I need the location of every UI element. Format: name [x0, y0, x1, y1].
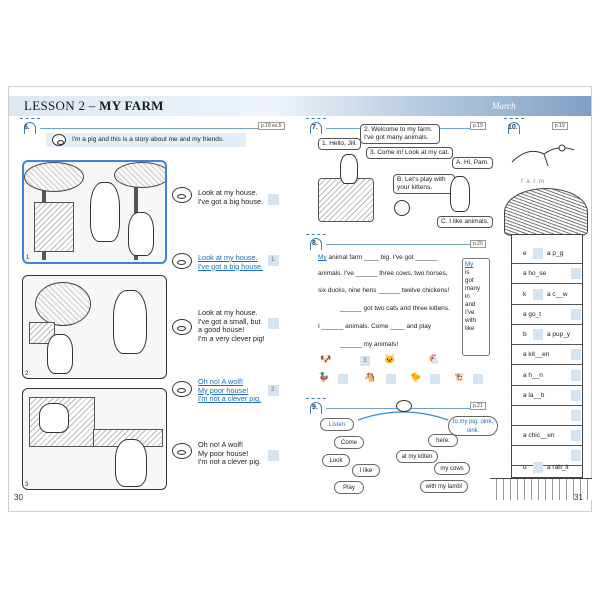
phrase-cloud[interactable]: Come [334, 436, 364, 449]
log-pile [318, 178, 374, 222]
tower-row: a h__n [511, 366, 583, 386]
tower-row [511, 406, 583, 426]
answer-box[interactable] [473, 374, 483, 384]
exercise-10-number: 10. [508, 124, 518, 131]
tower-row: e a p_g [511, 244, 583, 264]
picture-number: 1 [26, 255, 30, 261]
lesson-title: LESSON 2 – MY FARM [24, 98, 164, 113]
picture-number: 2 [25, 371, 29, 377]
speaking-pig-icon [170, 184, 194, 206]
cat-icon: 🐱 [384, 354, 396, 364]
word-bank-card: My is got many in and I've with like [462, 258, 490, 356]
tree-leaves [114, 162, 167, 188]
tree-leaves [24, 162, 84, 192]
phrase-cloud[interactable]: here. [428, 434, 458, 447]
frog-icon [396, 400, 412, 412]
fill-text-line-4: ______ got two cats and three kittens. [340, 305, 450, 312]
exercise-6-intro: I'm a pig and this is a story about me and my friends. [46, 133, 246, 147]
stick-house [34, 202, 74, 252]
speaking-pig-icon [170, 440, 194, 462]
letter-cell[interactable] [571, 390, 581, 401]
dialogue-bubble-1: 1. Hello, Jill. [318, 138, 361, 150]
answer-box[interactable] [268, 194, 279, 205]
phrase-cloud[interactable]: Look [322, 454, 350, 467]
exercise-8-page-ref: p.20 [470, 240, 486, 248]
tower-row: b a pup_y [511, 325, 583, 345]
stork-icon [508, 140, 578, 170]
left-page-number: 30 [14, 493, 23, 502]
fill-text-line-1: My animal farm ____ big. I've got ______ [318, 254, 438, 261]
letter-cell[interactable] [533, 289, 543, 300]
chick-icon: 🐤 [410, 372, 422, 382]
answer-box[interactable] [386, 374, 396, 384]
speaking-pig-icon [170, 378, 194, 400]
exercise-7-number: 7. [312, 124, 318, 131]
panel-1-text: Look at my house. I've got a big house. [198, 188, 264, 206]
story-picture-1[interactable] [22, 160, 167, 264]
girl-character [340, 154, 358, 184]
letter-cell[interactable] [571, 309, 581, 320]
answer-box[interactable]: 3 [360, 356, 370, 366]
answer-box[interactable] [268, 450, 279, 461]
speaking-pig-icon [170, 250, 194, 272]
letter-cell[interactable] [571, 370, 581, 381]
pig-in-window [39, 403, 69, 433]
horse-icon: 🐴 [364, 372, 376, 382]
nest-on-tower [504, 188, 588, 236]
phrase-cloud[interactable]: Listen [320, 418, 354, 431]
letter-cell[interactable] [571, 349, 581, 360]
pig-character [47, 334, 73, 374]
panel-1-answer-text: Look at my house. I've got a big house. [198, 253, 264, 271]
fill-text-line-3: six ducks, nine hens ______ twelve chickens! [318, 287, 450, 294]
letter-cell[interactable] [571, 268, 581, 279]
exercise-8-rule [326, 244, 486, 245]
letter-cell[interactable] [571, 410, 581, 421]
farm-word-hint: f a r m [521, 179, 546, 185]
exercise-6-page-ref: p.18 ex.5 [258, 122, 285, 130]
exercise-10-page-ref: p.19 [552, 122, 568, 130]
dialogue-bubble-b: B. Let's play with your kittens. [393, 174, 455, 194]
exercise-9-number: 9. [312, 404, 318, 411]
fill-text-line-2: animals. I've ______ three cows, two horses, [318, 270, 448, 277]
cat-character [394, 200, 410, 216]
exercise-9-page-ref: p.21 [470, 402, 486, 410]
tower-row: k a c__w [511, 285, 583, 305]
letter-cell[interactable] [533, 462, 543, 473]
right-page-number: 31 [574, 493, 583, 502]
answer-box[interactable]: 2. [268, 385, 279, 396]
cow-icon: 🐮 [454, 372, 466, 382]
tree-leaves [35, 282, 91, 326]
dialogue-bubble-3: 3. Come in! Look at my cat. [366, 147, 453, 159]
fill-text-line-5: I ______ animals. Come ____ and play [318, 323, 432, 330]
dialogue-bubble-2: 2. Welcome to my farm. I've got many animals. [360, 124, 440, 144]
fill-text-line-6: ______ my animals! [340, 341, 399, 348]
story-picture-2[interactable] [22, 275, 167, 379]
wolf-character [115, 439, 147, 487]
picture-number: 3 [25, 482, 29, 488]
phrase-cloud[interactable]: at my kitten [396, 450, 438, 463]
tower-row: u a rab_it [523, 464, 569, 471]
phrase-cloud[interactable]: my cows [434, 462, 470, 475]
story-picture-3[interactable] [22, 388, 167, 490]
girl-character [450, 176, 470, 212]
wolf-character [128, 212, 154, 256]
phrase-cloud[interactable]: Play [334, 481, 364, 494]
letter-cell[interactable] [571, 430, 581, 441]
tower-row: a ho_se [511, 264, 583, 284]
phrase-cloud[interactable]: with my lamb! [420, 480, 468, 493]
answer-box[interactable]: 1. [268, 255, 279, 266]
exercise-7-page-ref: p.19 [470, 122, 486, 130]
tower-row: a chic__en [511, 426, 583, 446]
pig-character [90, 182, 120, 242]
letter-cell[interactable] [533, 329, 543, 340]
dialogue-bubble-c: C. I like animals. [437, 216, 493, 228]
exercise-6-rule [40, 128, 280, 129]
answer-box[interactable] [430, 374, 440, 384]
panel-2-text: Look at my house. I've got a small, but a good house! I'm a very clever pig! [198, 308, 265, 343]
panel-3-text: Oh no! A wolf! My poor house! I'm not a clever pig. [198, 440, 262, 467]
wolf-character [113, 290, 147, 354]
speaking-pig-icon [170, 316, 194, 338]
answer-box[interactable] [268, 318, 279, 329]
panel-2-answer-text: Oh no! A wolf! My poor house! I'm not a clever pig. [198, 377, 262, 404]
pig-icon [52, 134, 66, 146]
answer-box[interactable] [338, 374, 348, 384]
dialogue-bubble-a: A. Hi, Pam. [452, 157, 493, 169]
phrase-cloud[interactable]: I like [352, 464, 380, 477]
hen-icon: 🐔 [428, 354, 440, 364]
exercise-8-number: 8. [312, 240, 318, 247]
phrase-cloud[interactable]: to my pig: oink, oink. [448, 416, 498, 436]
dog-icon: 🐶 [320, 354, 332, 364]
tower-row: a la__b [511, 386, 583, 406]
tower-row: a go_t [511, 305, 583, 325]
month-label: March [492, 101, 516, 111]
duck-icon: 🦆 [318, 372, 330, 382]
letter-cell[interactable] [533, 248, 543, 259]
tower-row: a kit__en [511, 345, 583, 365]
exercise-sun-icon [20, 118, 40, 130]
exercise-6-number: 6. [24, 124, 30, 131]
